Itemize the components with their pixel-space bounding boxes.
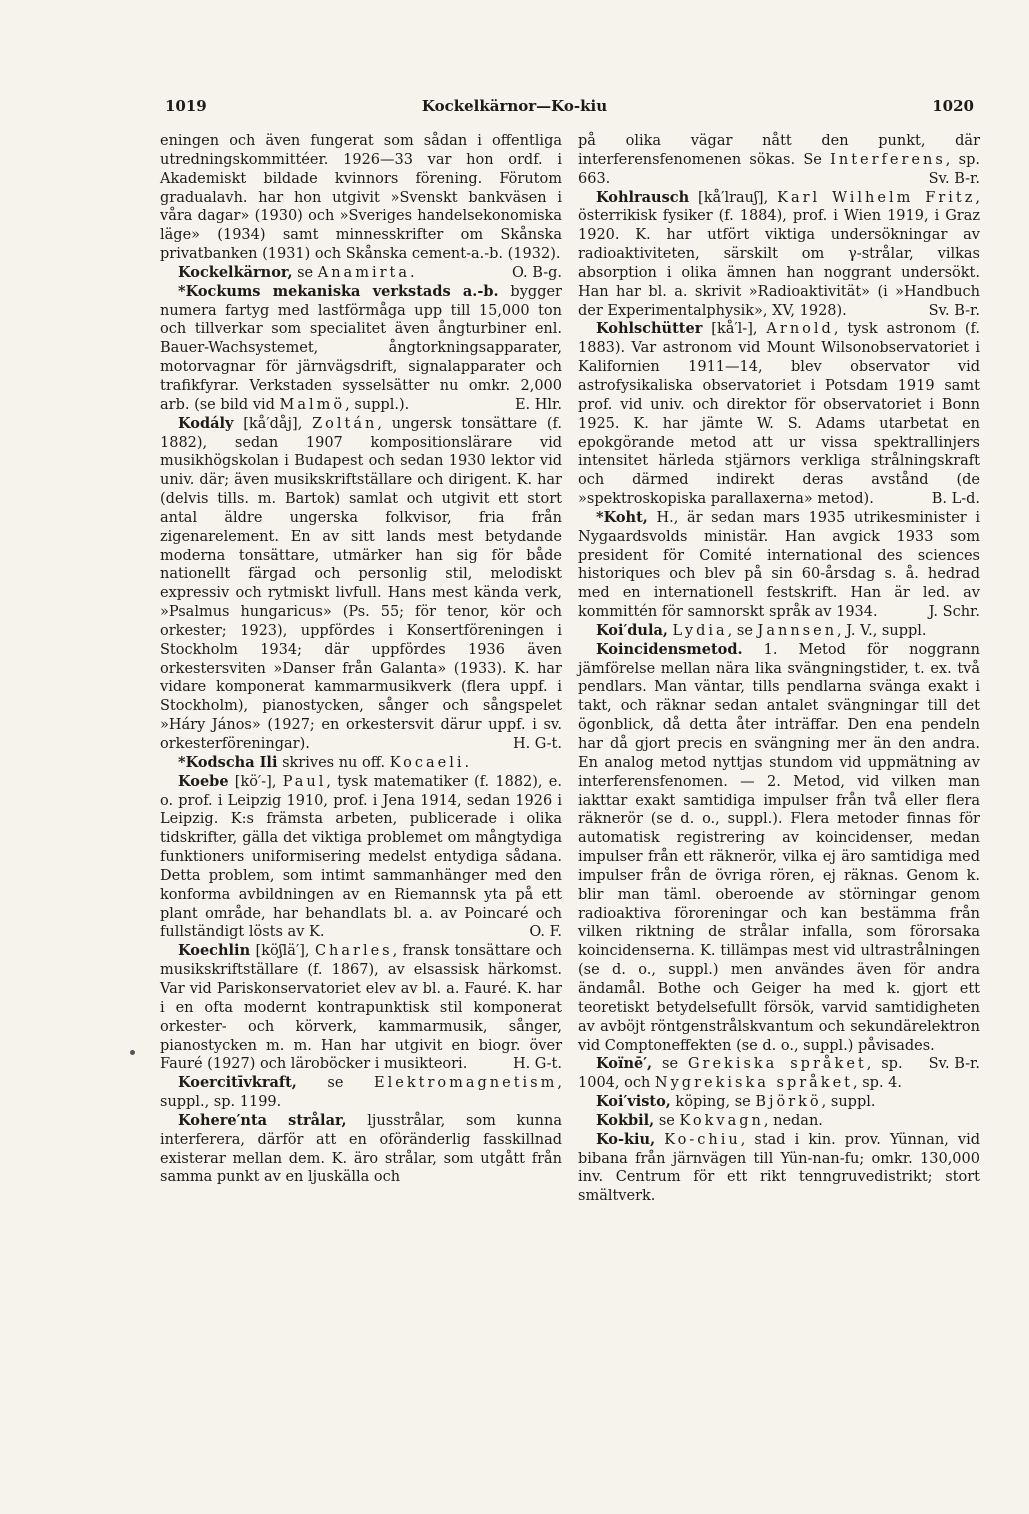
headword: Kockelkärnor, xyxy=(178,263,293,281)
entry-text: , suppl. xyxy=(821,1094,876,1111)
entry-text: Lydia xyxy=(672,622,728,639)
entry-text: Malmö xyxy=(279,396,346,413)
headword: Koi′dula, xyxy=(596,621,668,639)
headword: Kohlschütter xyxy=(596,320,703,338)
margin-dot xyxy=(130,1050,135,1055)
signature: H. G-t. xyxy=(512,736,562,752)
entry-text: Nygrekiska språket xyxy=(654,1075,853,1092)
entry-text: , fransk tonsättare och musikskriftställare (f. 1867), av elsassisk härkomst. Var vid Pariskonservatoriet elev av bl. a. Fauré. K. har i en ofta modernt kontrapunktisk stil komponerat orkester- och körverk, kammarmusik, sånger, pianostycken m. m. Han har utgivit en biogr. över Fauré (1927) och läroböcker i musikteori. xyxy=(160,943,562,1073)
entry-text: Charles xyxy=(314,943,393,960)
entry-text: , österrikisk fysiker (f. 1884), prof. i Wien 1919, i Graz 1920. K. har utfört viktiga undersökningar av radioaktiviteten, särskilt om γ-strålar, vilkas absorption i olika ämnen han noggrant undersökt. Han har bl. a. skrivit »Radioaktivität» (i »Handbuch der Experimentalphysik», XV, 1928). xyxy=(578,189,980,319)
entry-text: [kö′-], xyxy=(228,773,283,790)
entry-text: [kå′lrauʃ], xyxy=(689,189,778,206)
headword: Koïnē′, xyxy=(596,1055,653,1073)
entry-text: , stad i kin. prov. Yünnan, vid bibana från järnvägen till Yün-nan-fu; omkr. 130,000 inv. Centrum för ett rikt tenngruvedistrikt; stort smältverk. xyxy=(578,1131,981,1205)
entry-text: , sp. 1004, och xyxy=(578,1056,903,1092)
entry-text: Paul xyxy=(282,773,327,790)
entry-text: [köʃlä′], xyxy=(250,943,315,960)
entry-text: , ungersk tonsättare (f. 1882), sedan 1907 kompositionslärare vid musikhögskolan i Budapest och sedan 1930 lektor vid univ. där; även musikskriftställare och dirigent. K. har (delvis tills. m. Bartok) samlat och utgivit ett stort antal äldre ungerska folkvisor, fria från zigenarelement. En av sitt lands mest betydande moderna tonsättare, utmärker han sig för både nationellt färgad och personlig stil, melodiskt expressiv och rytmiskt livfull. Hans mest kända verk, »Psalmus hungaricus» (Ps. 55; för tenor, kör och orkester; 1923), uppfördes i Konsertföreningen i Stockholm 1934; där uppfördes 1936 även orkestersviten »Danser från Galanta» (1933). K. har vidare komponerat kammarmusikverk (flera uppf. i Stockholm), pianostycken, sånger och sångspelet »Háry János» (1927; en orkestersvit därur uppf. i sv. orkesterföreningar). xyxy=(160,415,562,752)
signature: B. L-d. xyxy=(931,491,980,508)
entry-text: se xyxy=(296,1075,375,1092)
signature: Sv. B-r. xyxy=(928,1056,980,1073)
headword: Kokbil, xyxy=(596,1111,655,1129)
entry-ko-kiu xyxy=(578,1131,980,1206)
entry-text: , sp. 4. xyxy=(853,1075,902,1092)
entry-text: Kocaeli xyxy=(389,754,465,771)
headword: Kohere′nta strålar, xyxy=(178,1111,347,1129)
headword: Koechlin xyxy=(178,942,251,960)
signature: O. F. xyxy=(529,924,562,941)
entry-text: [kå′dåj], xyxy=(233,415,313,432)
headword: *Kockums mekaniska verkstads a.-b. xyxy=(178,282,499,300)
entry-text: se xyxy=(652,1056,688,1073)
headword: Koi′visto, xyxy=(596,1093,671,1111)
entry-kodscha-ili xyxy=(160,754,562,773)
entry-kodaly xyxy=(160,415,562,754)
page-number-right: 1020 xyxy=(932,97,974,115)
signature: O. B-g. xyxy=(512,264,562,281)
entry-text: , suppl.). xyxy=(345,396,410,413)
signature: J. Schr. xyxy=(928,604,980,621)
entry-text: , se xyxy=(727,622,758,639)
signature: Sv. B-r. xyxy=(928,170,980,187)
entry-kohlrausch xyxy=(578,189,980,321)
entry-text: Anamirta xyxy=(317,264,410,281)
entry-continuation xyxy=(578,132,980,189)
entry-text: H., är sedan mars 1935 utrikesminister i Nygaardsvolds ministär. Han avgick 1933 som president för Comité international des sciences historiques och blev på sin 60-årsdag s. å. hedrad med en internationell festskrift. Han är led. av kommittén för samnorskt språk av 1934. xyxy=(578,509,980,621)
entry-koherenta-stralar xyxy=(160,1112,562,1187)
headword: Ko-kiu, xyxy=(596,1130,656,1148)
entry-text: Jannsen xyxy=(757,622,838,639)
headword: Kohlrausch xyxy=(596,188,690,206)
headword: Kodály xyxy=(178,414,234,432)
entry-koebe xyxy=(160,773,562,943)
entry-text: , J. V., suppl. xyxy=(837,622,927,639)
headword: Koercitīvkraft, xyxy=(178,1074,297,1092)
entry-text: ljusstrålar, som kunna interferera, därför att en oföränderlig fasskillnad existerar mellan dem. K. äro strålar, som utgått från samma punkt av en ljuskälla och xyxy=(160,1112,563,1186)
column-left xyxy=(160,132,562,1187)
entry-text: , nedan. xyxy=(763,1112,823,1129)
entry-text: Karl Wilhelm Fritz xyxy=(777,189,976,206)
entry-text: . xyxy=(464,754,470,771)
entry-text: [kå′l-], xyxy=(702,321,767,338)
entry-text: bygger numera fartyg med lastförmåga upp till 15,000 ton och tillverkar som specialitet även ångturbiner enl. Bauer-Wachsystemet, ångtorkningsapparater, motorvagnar för järnvägsdrift, signalapparater och trafikfyrar. Verkstaden sysselsätter nu omkr. 2,000 arb. (se bild vid xyxy=(160,283,562,413)
entry-text: 1. Metod för noggrann jämförelse mellan nära lika svängningstider, t. ex. två pendlars. Man väntar, tills pendlarna svänga exakt i takt, och räknar sedan antalet svängningar till det ögonblick, då detta åter inträffar. Den ena pendeln har då gjort precis en svängning mer än den andra. En analog metod nyttjas stundom vid uppmätning av interferensfenomen. — 2. Metod, vid vilken man iakttar exakt samtidiga impulser från två eller flera räknerör (se d. o., suppl.). Flera metoder finnas för automatisk registrering av koincidenser, medan impulser från ett räknerör, vilka ej äro samtidiga med impulser från de övriga rören, ej räknas. Genom k. blir man täml. oberoende av störningar genom radioaktiva föroreningar och kan bestämma från vilken riktning de strålar infalla, som förorsaka koincidenserna. K. tillämpas mest vid ultrastrålningen (se d. o., suppl.) men användes även för andra ändamål. Bothe och Geiger ha med k. gjort ett teoretiskt betydelsefullt försök, varvid samtidigheten av avböjt röntgenstrålskvantum och sekundärelektron vid Comptoneffekten (se d. o., suppl.) påvisades. xyxy=(578,641,980,1054)
entry-kokbil xyxy=(578,1112,980,1131)
headword: Koebe xyxy=(178,772,229,790)
signature: E. Hlr. xyxy=(514,396,562,413)
entry-text: eningen och även fungerat som sådan i offentliga utredningskommittéer. 1926—33 var hon ordf. i Akademiskt bildade kvinnors förening. Förutom gradualavh. har hon utgivit »Svenskt bankväsen i våra dagar» (1930) och »Sveriges handelsekonomiska läge» (1934) samt minnesskrifter om Skånska privatbanken (1931) och Skånska cement-a.-b. (1932). xyxy=(160,133,562,263)
signature: H. G-t. xyxy=(512,1056,562,1073)
entry-text: Ko-chiu xyxy=(664,1131,741,1148)
entry-text xyxy=(655,1132,664,1148)
entry-text: på olika vägar nått den punkt, där interferensfenomenen sökas. Se xyxy=(578,133,980,168)
headword: Koincidensmetod. xyxy=(596,640,743,658)
entry-text: se xyxy=(292,264,318,281)
entry-text: Kokvagn xyxy=(679,1112,764,1129)
entry-kohlschutter xyxy=(578,320,980,508)
entry-text: köping, se xyxy=(670,1094,756,1111)
entry-text: . xyxy=(410,264,415,281)
entry-text: Elektromagnetism xyxy=(374,1075,558,1092)
entry-koivisto xyxy=(578,1093,980,1112)
entry-text: se xyxy=(654,1112,680,1129)
entry-koechlin xyxy=(160,942,562,1074)
signature: Sv. B-r. xyxy=(928,302,980,319)
entry-text: Arnold xyxy=(766,321,834,338)
entry-text: , tysk astronom (f. 1883). Var astronom vid Mount Wilsonobservatoriet i Kalifornien 1911—14, blev observator vid astrofysikaliska observatoriet i Potsdam 1919 samt prof. vid univ. och direktor för observatoriet i Bonn 1925. K. har jämte W. S. Adams utarbetat en epokgörande metod att ur vissa spektrallinjers intensitet härleda stjärnors verkliga strålningskraft och därmed indirekt deras avstånd (de »spektroskopiska parallaxerna» metod). xyxy=(578,321,980,508)
entry-text: skrives nu off. xyxy=(277,754,390,771)
entry-text: , suppl., sp. 1199. xyxy=(160,1075,562,1111)
headword: *Kodscha Ili xyxy=(178,753,278,771)
running-head: Kockelkärnor—Ko-kiu xyxy=(421,97,608,115)
entry-text: Zoltán xyxy=(312,415,378,432)
entry-text: Grekiska språket xyxy=(687,1056,867,1073)
entry-text: Interferens xyxy=(830,151,946,168)
entry-koidula xyxy=(578,622,980,641)
entry-kockelkarnor xyxy=(160,264,562,283)
page-number-left: 1019 xyxy=(165,97,207,115)
headword: *Koht, xyxy=(596,508,648,526)
entry-text: Björkö xyxy=(755,1094,822,1111)
entry-kockums xyxy=(160,283,562,415)
entry-koercitivkraft xyxy=(160,1074,562,1112)
column-right xyxy=(578,132,980,1206)
entry-text: , sp. 663. xyxy=(578,151,980,187)
entry-text: , tysk matematiker (f. 1882), e. o. prof. i Leipzig 1910, prof. i Jena 1914, sedan 1926 i Leipzig. K:s främsta arbeten, publicerade i olika tidskrifter, gälla det viktiga problemet om mångtydiga funktioners uniformisering medelst entydiga sådana. Detta problem, som intimt sammanhänger med den konforma avbildningen av en Riemannsk yta på ett plant område, har behandlats bl. a. av Poincaré och fullständigt lösts av K. xyxy=(160,773,562,941)
entry-koht xyxy=(578,509,980,622)
